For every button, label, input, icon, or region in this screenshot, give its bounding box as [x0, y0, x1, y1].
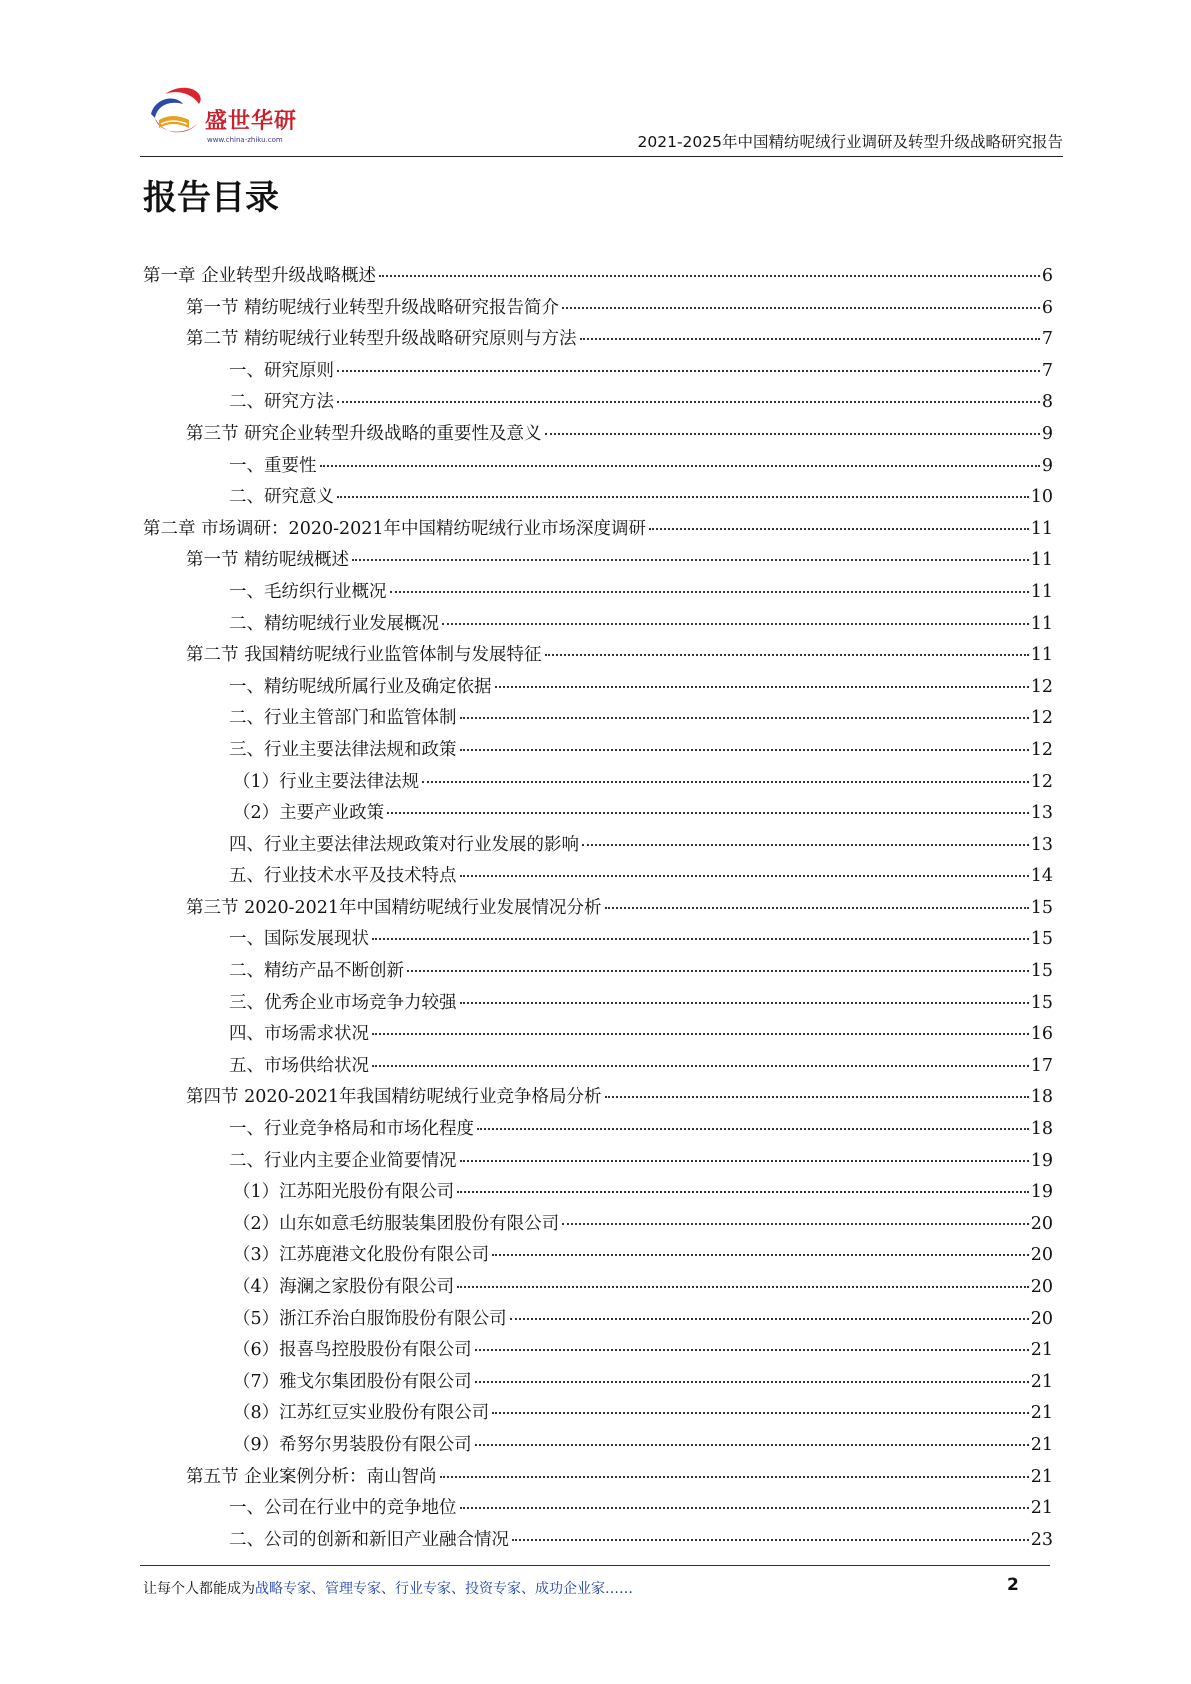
toc-dot-leader — [372, 1065, 1029, 1067]
toc-entry-title: 第一章 企业转型升级战略概述 — [143, 266, 377, 286]
footer-slogan — [143, 1578, 633, 1598]
toc-entry[interactable] — [143, 831, 1053, 863]
toc-entry-title: （1）行业主要法律法规 — [233, 771, 420, 792]
toc-dot-leader — [460, 1160, 1029, 1162]
toc-entry-title: 二、行业内主要企业简要情况 — [229, 1150, 457, 1171]
toc-entry-page: 12 — [1030, 708, 1053, 729]
toc-dot-leader — [460, 749, 1029, 751]
toc-entry-title: （7）雅戈尔集团股份有限公司 — [233, 1371, 472, 1392]
toc-dot-leader — [545, 433, 1040, 435]
toc-dot-leader — [460, 875, 1029, 877]
toc-entry-title: （3）江苏鹿港文化股份有限公司 — [233, 1245, 490, 1266]
footer-slogan-prefix: 让每个人都能成为 — [143, 1581, 255, 1597]
toc-entry-page: 21 — [1030, 1466, 1053, 1487]
toc-entry-page: 13 — [1030, 803, 1053, 824]
toc-entry-page: 20 — [1030, 1308, 1053, 1329]
toc-dot-leader — [372, 938, 1029, 940]
toc-entry-page: 15 — [1030, 897, 1053, 918]
toc-dot-leader — [562, 307, 1040, 309]
toc-entry-title: 二、精纺产品不断创新 — [229, 961, 404, 982]
toc-entry-title: 第一节 精纺呢绒概述 — [186, 550, 350, 571]
toc-dot-leader — [387, 812, 1029, 814]
page-number: 2 — [1007, 1575, 1019, 1595]
toc-entry-page: 6 — [1041, 297, 1053, 318]
toc-entry-page: 16 — [1030, 1024, 1053, 1045]
toc-dot-leader — [477, 1128, 1029, 1130]
toc-entry-title: 第二章 市场调研：2020-2021年中国精纺呢绒行业市场深度调研 — [143, 518, 647, 539]
toc-entry-title: 一、行业竞争格局和市场化程度 — [229, 1119, 474, 1140]
logo-emblem-icon — [145, 84, 205, 146]
toc-entry-title: 二、精纺呢绒行业发展概况 — [229, 613, 439, 634]
toc-entry-title: 第三节 研究企业转型升级战略的重要性及意义 — [186, 423, 542, 444]
toc-entry-title: 二、研究方法 — [229, 392, 334, 413]
toc-entry[interactable] — [143, 1494, 1053, 1526]
toc-entry[interactable] — [143, 641, 1053, 673]
toc-entry-title: 三、行业主要法律法规和政策 — [229, 739, 457, 760]
toc-entry-page: 11 — [1030, 550, 1053, 571]
page-header — [145, 78, 1063, 160]
toc-entry[interactable] — [143, 1083, 1053, 1115]
toc-entry-page: 23 — [1030, 1529, 1053, 1550]
toc-dot-leader — [562, 1223, 1029, 1225]
toc-entry-title: 第五节 企业案例分析：南山智尚 — [186, 1466, 437, 1487]
toc-entry[interactable] — [143, 989, 1053, 1021]
toc-entry[interactable] — [143, 799, 1053, 831]
toc-entry[interactable] — [143, 1431, 1053, 1463]
toc-entry[interactable] — [143, 420, 1053, 452]
toc-dot-leader — [379, 275, 1040, 277]
toc-dot-leader — [460, 717, 1029, 719]
toc-entry[interactable] — [143, 673, 1053, 705]
toc-entry-page: 15 — [1030, 992, 1053, 1013]
toc-entry-page: 12 — [1030, 739, 1053, 760]
toc-entry-page: 18 — [1030, 1119, 1053, 1140]
toc-entry-title: （2）主要产业政策 — [233, 803, 385, 824]
toc-entry[interactable] — [143, 325, 1053, 357]
toc-dot-leader — [492, 1412, 1029, 1414]
toc-entry-title: （4）海澜之家股份有限公司 — [233, 1277, 455, 1297]
toc-entry-page: 20 — [1030, 1277, 1053, 1297]
toc-entry-page: 7 — [1041, 329, 1053, 350]
toc-dot-leader — [460, 1002, 1029, 1004]
toc-entry-title: 第四节 2020-2021年我国精纺呢绒行业竞争格局分析 — [186, 1087, 602, 1108]
toc-entry-page: 20 — [1030, 1245, 1053, 1266]
toc-entry-page: 6 — [1041, 266, 1053, 286]
toc-entry[interactable] — [143, 357, 1053, 389]
toc-dot-leader — [320, 465, 1040, 467]
footer-slogan-highlight: 战略专家、管理专家、行业专家、投资专家、成功企业家…… — [255, 1581, 633, 1597]
toc-dot-leader — [545, 654, 1029, 656]
toc-entry[interactable] — [143, 1305, 1053, 1337]
toc-entry-page: 13 — [1030, 834, 1053, 855]
toc-dot-leader — [337, 401, 1040, 403]
toc-entry-title: 一、精纺呢绒所属行业及确定依据 — [229, 676, 492, 697]
page-title: 报告目录 — [143, 178, 279, 218]
toc-dot-leader — [582, 844, 1029, 846]
toc-entry-title: 一、毛纺织行业概况 — [229, 581, 387, 602]
toc-entry-title: 第三节 2020-2021年中国精纺呢绒行业发展情况分析 — [186, 897, 602, 918]
toc-entry-title: 一、公司在行业中的竞争地位 — [229, 1498, 457, 1519]
toc-entry-title: （2）山东如意毛纺服装集团股份有限公司 — [233, 1213, 560, 1234]
toc-entry-title: 二、行业主管部门和监管体制 — [229, 708, 457, 729]
toc-entry-title: （9）希努尔男装股份有限公司 — [233, 1434, 472, 1455]
toc-entry-page: 17 — [1030, 1055, 1053, 1076]
toc-dot-leader — [460, 1507, 1029, 1509]
toc-dot-leader — [457, 1286, 1029, 1288]
toc-dot-leader — [580, 338, 1040, 340]
toc-entry-page: 20 — [1030, 1213, 1053, 1234]
toc-entry[interactable] — [143, 1336, 1053, 1368]
toc-entry[interactable] — [143, 1178, 1053, 1210]
toc-entry-title: 四、市场需求状况 — [229, 1024, 369, 1045]
toc-entry-page: 21 — [1030, 1434, 1053, 1455]
toc-entry[interactable] — [143, 1210, 1053, 1242]
toc-dot-leader — [390, 591, 1029, 593]
toc-dot-leader — [475, 1381, 1029, 1383]
toc-entry-page: 14 — [1030, 866, 1053, 887]
footer-divider — [140, 1565, 1050, 1566]
toc-entry-title: （6）报喜鸟控股股份有限公司 — [233, 1340, 472, 1361]
toc-entry-title: 二、公司的创新和新旧产业融合情况 — [229, 1529, 509, 1550]
toc-entry-page: 21 — [1030, 1340, 1053, 1361]
toc-entry-title: 四、行业主要法律法规政策对行业发展的影响 — [229, 834, 579, 855]
toc-dot-leader — [510, 1318, 1029, 1320]
toc-entry-page: 11 — [1030, 645, 1053, 666]
toc-dot-leader — [457, 1191, 1029, 1193]
toc-entry-title: 三、优秀企业市场竞争力较强 — [229, 992, 457, 1013]
toc-entry[interactable] — [143, 578, 1053, 610]
table-of-contents — [143, 262, 1053, 1557]
toc-entry-page: 7 — [1041, 360, 1053, 381]
toc-entry[interactable] — [143, 1241, 1053, 1273]
toc-dot-leader — [475, 1349, 1029, 1351]
toc-entry-title: （5）浙江乔治白服饰股份有限公司 — [233, 1308, 507, 1329]
toc-entry-title: 第一节 精纺呢绒行业转型升级战略研究报告简介 — [186, 297, 560, 318]
toc-entry[interactable] — [143, 1526, 1053, 1558]
toc-dot-leader — [492, 1254, 1029, 1256]
toc-entry-page: 21 — [1030, 1498, 1053, 1519]
report-title: 2021-2025年中国精纺呢绒行业调研及转型升级战略研究报告 — [637, 133, 1063, 151]
toc-entry[interactable] — [143, 1399, 1053, 1431]
logo-name: 盛世华研 — [205, 109, 298, 134]
toc-entry[interactable] — [143, 1052, 1053, 1084]
toc-dot-leader — [407, 970, 1029, 972]
toc-entry[interactable] — [143, 515, 1053, 547]
toc-entry-page: 12 — [1030, 771, 1053, 792]
toc-entry-title: 五、行业技术水平及技术特点 — [229, 866, 457, 887]
toc-entry[interactable] — [143, 483, 1053, 515]
toc-entry-page: 21 — [1030, 1371, 1053, 1392]
toc-dot-leader — [605, 907, 1029, 909]
toc-entry[interactable] — [143, 1463, 1053, 1495]
toc-entry-title: 第二节 精纺呢绒行业转型升级战略研究原则与方法 — [186, 329, 577, 350]
toc-entry[interactable] — [143, 894, 1053, 926]
toc-entry[interactable] — [143, 1115, 1053, 1147]
toc-entry-page: 9 — [1041, 423, 1053, 444]
toc-entry-title: 五、市场供给状况 — [229, 1055, 369, 1076]
toc-entry[interactable] — [143, 1273, 1053, 1305]
toc-entry[interactable] — [143, 610, 1053, 642]
toc-dot-leader — [372, 1033, 1029, 1035]
toc-entry-page: 11 — [1030, 613, 1053, 634]
toc-entry[interactable] — [143, 957, 1053, 989]
toc-entry-page: 21 — [1030, 1403, 1053, 1424]
toc-entry-title: 一、研究原则 — [229, 360, 334, 381]
toc-entry[interactable] — [143, 388, 1053, 420]
toc-dot-leader — [352, 559, 1029, 561]
logo-url: www.china-zhiku.com — [207, 136, 283, 144]
toc-entry-page: 10 — [1030, 487, 1053, 508]
toc-dot-leader — [605, 1096, 1029, 1098]
toc-entry-page: 19 — [1030, 1182, 1053, 1203]
toc-entry[interactable] — [143, 546, 1053, 578]
toc-entry-page: 19 — [1030, 1150, 1053, 1171]
toc-entry-title: 二、研究意义 — [229, 487, 334, 508]
toc-dot-leader — [495, 686, 1029, 688]
toc-entry[interactable] — [143, 1368, 1053, 1400]
toc-dot-leader — [649, 528, 1029, 530]
header-divider — [140, 156, 1063, 157]
toc-entry[interactable] — [143, 736, 1053, 768]
toc-dot-leader — [475, 1444, 1029, 1446]
toc-entry-title: 一、国际发展现状 — [229, 929, 369, 950]
toc-entry-page: 15 — [1030, 929, 1053, 950]
toc-entry-page: 11 — [1030, 518, 1053, 539]
toc-entry[interactable] — [143, 294, 1053, 326]
toc-dot-leader — [337, 496, 1029, 498]
toc-entry[interactable] — [143, 862, 1053, 894]
toc-entry[interactable] — [143, 452, 1053, 484]
toc-entry[interactable] — [143, 262, 1053, 294]
toc-entry-title: （1）江苏阳光股份有限公司 — [233, 1182, 455, 1203]
toc-entry[interactable] — [143, 925, 1053, 957]
toc-entry[interactable] — [143, 1020, 1053, 1052]
toc-entry-title: 一、重要性 — [229, 455, 317, 476]
toc-dot-leader — [512, 1539, 1029, 1541]
toc-entry[interactable] — [143, 704, 1053, 736]
toc-entry[interactable] — [143, 1147, 1053, 1179]
toc-entry-title: 第二节 我国精纺呢绒行业监管体制与发展特征 — [186, 645, 542, 666]
toc-dot-leader — [440, 1476, 1029, 1478]
toc-entry[interactable] — [143, 768, 1053, 800]
toc-entry-page: 9 — [1041, 455, 1053, 476]
toc-entry-page: 15 — [1030, 961, 1053, 982]
company-logo — [145, 84, 315, 154]
toc-entry-page: 8 — [1041, 392, 1053, 413]
toc-entry-title: （8）江苏红豆实业股份有限公司 — [233, 1403, 490, 1424]
toc-entry-page: 18 — [1030, 1087, 1053, 1108]
toc-dot-leader — [422, 781, 1029, 783]
toc-dot-leader — [337, 370, 1040, 372]
toc-entry-page: 11 — [1030, 581, 1053, 602]
toc-entry-page: 12 — [1030, 676, 1053, 697]
toc-dot-leader — [442, 623, 1029, 625]
